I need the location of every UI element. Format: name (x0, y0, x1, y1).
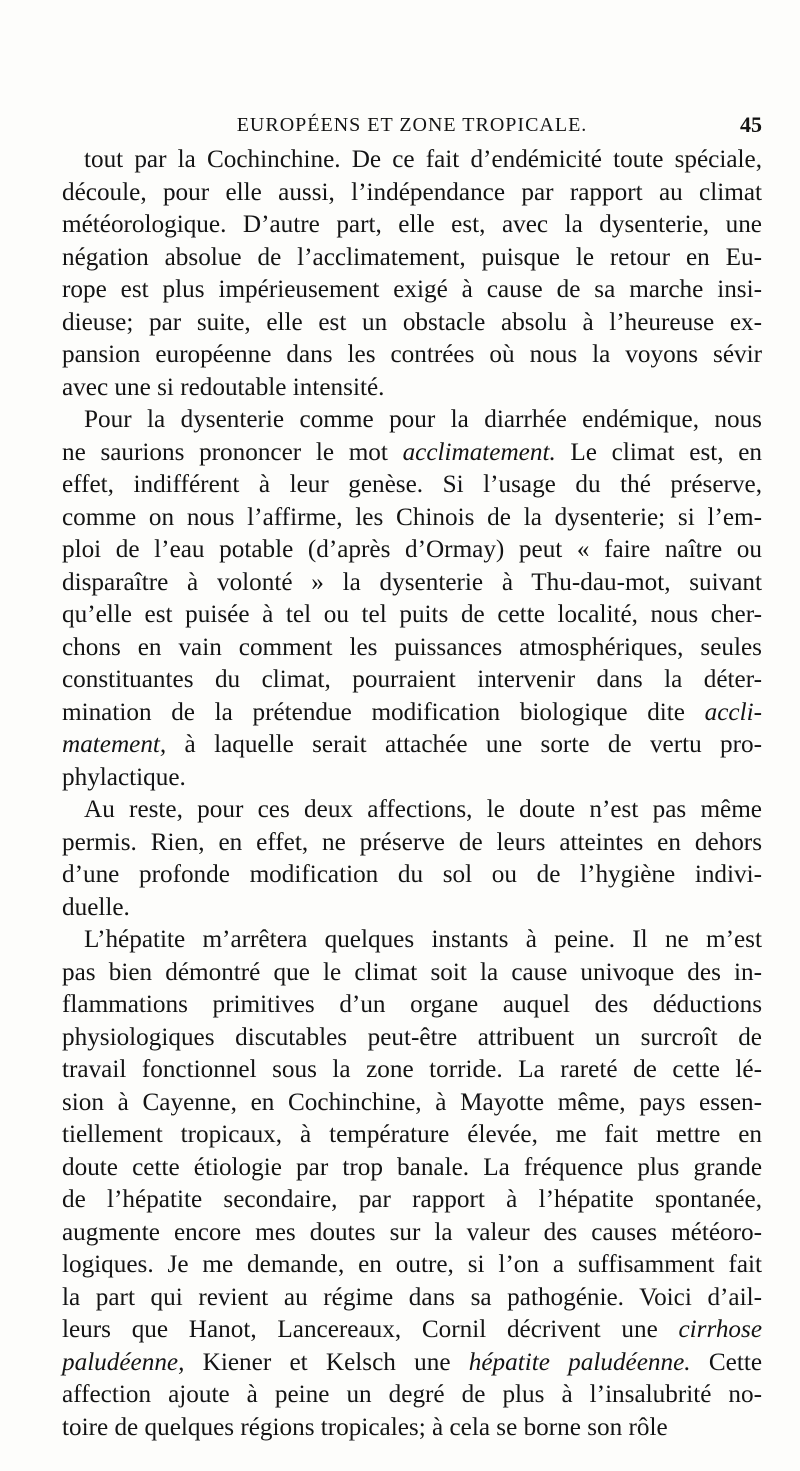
text-line (62, 892, 762, 925)
text-segment: duelle. (62, 893, 130, 921)
body-text (62, 144, 762, 1444)
paragraph (62, 404, 762, 794)
text-segment: physiologiques discutables peut-être attribuent un surcroît de (62, 1023, 762, 1051)
text-line (62, 859, 762, 892)
text-segment: à laquelle serait attachée une sorte de vertu pro- (166, 731, 762, 758)
text-line (62, 209, 762, 242)
text-line (62, 437, 762, 470)
text-segment: ne saurions prononcer le mot (62, 438, 403, 466)
text-segment: toire de quelques régions tropicales; à cela se borne son rôle (62, 1413, 668, 1441)
text-line (62, 632, 762, 665)
text-line (62, 1022, 762, 1055)
italic-text: paludéenne, (62, 1348, 185, 1376)
text-segment: leurs que Hanot, Lancereaux, Cornil décrivent une (62, 1316, 679, 1343)
text-line (62, 1347, 762, 1380)
text-segment: de l’hépatite secondaire, par rapport à l’hépatite spontanée, (62, 1186, 762, 1213)
text-segment: la part qui revient au régime dans sa pathogénie. Voici d’ail- (62, 1283, 762, 1311)
paragraph (62, 144, 762, 404)
text-segment: rope est plus impérieusement exigé à cause de sa marche insi- (62, 276, 762, 303)
text-segment: constituantes du climat, pourraient intervenir dans la déter- (62, 666, 762, 693)
text-line (62, 1119, 762, 1152)
text-line (62, 1184, 762, 1217)
text-segment: comme on nous l’affirme, les Chinois de la dysenterie; si l’em- (62, 503, 762, 531)
text-segment: Kiener et Kelsch une (184, 1348, 469, 1376)
text-segment: sion à Cayenne, en Cochinchine, à Mayotte même, pays essen- (62, 1088, 762, 1116)
text-segment: L’hépatite m’arrêtera quelques instants à peine. Il ne m’est (84, 926, 762, 953)
running-title: EUROPÉENS ET ZONE TROPICALE. (236, 114, 588, 136)
text-line (62, 957, 762, 990)
text-line (62, 1379, 762, 1412)
page-number: 45 (740, 112, 762, 137)
text-line (62, 729, 762, 762)
text-line (62, 274, 762, 307)
paragraph (62, 924, 762, 1444)
text-segment: affection ajoute à peine un degré de plus à l’insalubrité no- (62, 1381, 762, 1408)
text-segment: tout par la Cochinchine. De ce fait d’endémicité toute spéciale, (84, 146, 762, 173)
text-segment: Le climat est, en (555, 438, 763, 466)
text-segment: augmente encore mes doutes sur la valeur des causes météoro- (62, 1218, 762, 1246)
text-line (62, 469, 762, 502)
page-header (62, 110, 762, 140)
text-line (62, 534, 762, 567)
text-line (62, 1152, 762, 1185)
text-line (62, 1087, 762, 1120)
text-segment: mination de la prétendue modification biologique dite (62, 698, 705, 726)
text-segment: effet, indifférent à leur genèse. Si l’usage du thé préserve, (62, 471, 762, 498)
text-segment: dieuse; par suite, elle est un obstacle absolu à l’heureuse ex- (62, 308, 762, 336)
text-line (62, 697, 762, 730)
text-line (62, 599, 762, 632)
text-line (62, 664, 762, 697)
text-line (62, 924, 762, 957)
text-segment: doute cette étiologie par trop banale. La fréquence plus grande (62, 1153, 762, 1181)
text-line (62, 307, 762, 340)
text-segment: phylactique. (62, 763, 186, 791)
italic-text: matement, (62, 731, 167, 758)
text-line (62, 1314, 762, 1347)
text-segment: permis. Rien, en effet, ne préserve de leurs atteintes en dehors (62, 828, 762, 856)
text-segment: Cette (690, 1348, 763, 1376)
text-segment: disparaître à volonté » la dysenterie à Thu-dau-mot, suivant (62, 568, 762, 596)
text-line (62, 1412, 762, 1445)
text-line (62, 1054, 762, 1087)
text-line (62, 144, 762, 177)
text-line (62, 827, 762, 860)
text-segment: logiques. Je me demande, en outre, si l’on a suffisamment fait (62, 1251, 762, 1278)
text-line (62, 502, 762, 535)
text-line (62, 989, 762, 1022)
text-segment: découle, pour elle aussi, l’indépendance par rapport au climat (62, 178, 762, 206)
text-line (62, 372, 762, 405)
text-segment: météorologique. D’autre part, elle est, avec la dysenterie, une (62, 211, 762, 238)
text-line (62, 177, 762, 210)
text-segment: avec une si redoutable intensité. (62, 373, 385, 401)
text-segment: Au reste, pour ces deux affections, le doute n’est pas même (84, 796, 762, 823)
text-line (62, 1217, 762, 1250)
text-line (62, 762, 762, 795)
text-segment: pas bien démontré que le climat soit la cause univoque des in- (62, 958, 762, 986)
text-segment: Pour la dysenterie comme pour la diarrhée endémique, nous (84, 406, 762, 433)
paragraph (62, 794, 762, 924)
text-segment: d’une profonde modification du sol ou de l’hygiène indivi- (62, 861, 762, 888)
text-segment: négation absolue de l’acclimatement, puisque le retour en Eu- (62, 243, 762, 271)
text-segment: tiellement tropicaux, à température élevée, me fait mettre en (62, 1121, 762, 1148)
text-line (62, 339, 762, 372)
text-segment: flammations primitives d’un organe auquel des déductions (62, 991, 762, 1018)
text-line (62, 794, 762, 827)
text-segment: chons en vain comment les puissances atmosphériques, seules (62, 633, 762, 661)
text-line (62, 242, 762, 275)
italic-text: hépatite paludéenne. (468, 1348, 691, 1376)
italic-text: acclimatement. (402, 438, 556, 466)
italic-text: cirrhose (678, 1316, 762, 1343)
text-segment: qu’elle est puisée à tel ou tel puits de cette localité, nous cher- (62, 601, 762, 628)
text-segment: ploi de l’eau potable (d’après d’Ormay) peut « faire naître ou (62, 536, 762, 563)
italic-text: accli- (704, 698, 762, 726)
text-line (62, 1282, 762, 1315)
text-segment: travail fonctionnel sous la zone torride. La rareté de cette lé- (62, 1056, 762, 1083)
text-line (62, 404, 762, 437)
text-line (62, 1249, 762, 1282)
text-segment: pansion européenne dans les contrées où nous la voyons sévir (62, 341, 762, 368)
text-line (62, 567, 762, 600)
